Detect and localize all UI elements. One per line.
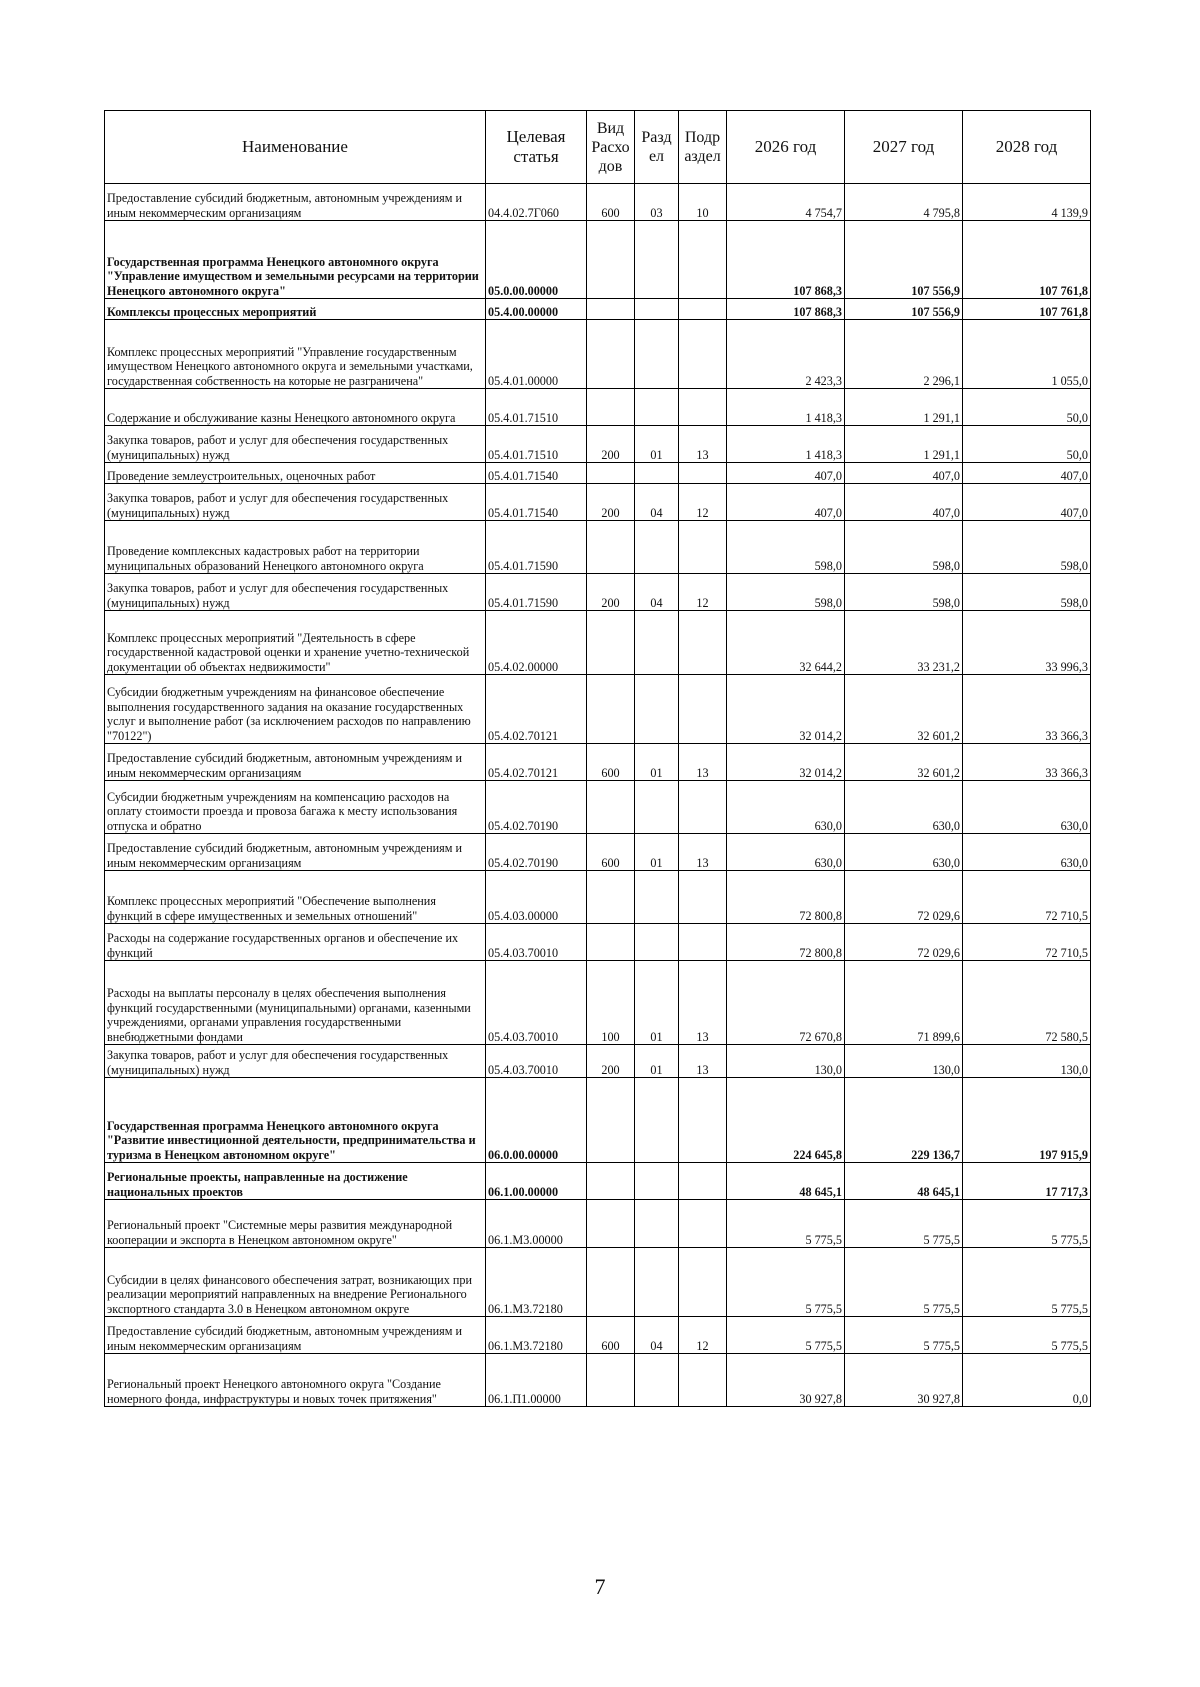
- cell-name: Региональный проект "Системные меры развития международной кооперации и экспорта в Ненецком автономном округе": [105, 1200, 486, 1248]
- header-year-2027: 2027 год: [845, 111, 963, 184]
- cell-year-2027: 30 927,8: [845, 1354, 963, 1407]
- cell-year-2026: 630,0: [727, 834, 845, 871]
- table-row: [105, 1163, 1091, 1200]
- cell-name: Региональный проект Ненецкого автономного округа "Создание номерного фонда, инфраструктуры и новых точек притяжения": [105, 1354, 486, 1407]
- cell-expense-type: [587, 299, 635, 320]
- cell-section: 01: [635, 961, 679, 1045]
- table-row: [105, 834, 1091, 871]
- cell-year-2027: 107 556,9: [845, 221, 963, 299]
- cell-year-2028: 4 139,9: [963, 184, 1091, 221]
- cell-expense-type: [587, 521, 635, 574]
- cell-year-2026: 107 868,3: [727, 221, 845, 299]
- cell-section: [635, 221, 679, 299]
- cell-target-article: 06.1.П1.00000: [486, 1354, 587, 1407]
- cell-section: 04: [635, 484, 679, 521]
- cell-expense-type: [587, 1354, 635, 1407]
- cell-target-article: 05.4.01.71590: [486, 574, 587, 611]
- cell-expense-type: [587, 221, 635, 299]
- cell-expense-type: 600: [587, 1317, 635, 1354]
- cell-section: [635, 675, 679, 744]
- cell-year-2027: 598,0: [845, 574, 963, 611]
- cell-name: Проведение землеустроительных, оценочных работ: [105, 463, 486, 484]
- cell-year-2027: 5 775,5: [845, 1248, 963, 1317]
- cell-section: [635, 781, 679, 834]
- cell-year-2026: 72 800,8: [727, 871, 845, 924]
- cell-year-2028: 107 761,8: [963, 221, 1091, 299]
- table-row: [105, 574, 1091, 611]
- cell-subsection: [679, 1248, 727, 1317]
- cell-target-article: 05.4.03.00000: [486, 871, 587, 924]
- table-row: [105, 521, 1091, 574]
- table-row: [105, 744, 1091, 781]
- cell-section: 01: [635, 426, 679, 463]
- cell-year-2026: 630,0: [727, 781, 845, 834]
- cell-expense-type: [587, 463, 635, 484]
- cell-name: Закупка товаров, работ и услуг для обеспечения государственных (муниципальных) нужд: [105, 484, 486, 521]
- cell-year-2026: 5 775,5: [727, 1200, 845, 1248]
- cell-year-2027: 71 899,6: [845, 961, 963, 1045]
- cell-year-2028: 630,0: [963, 834, 1091, 871]
- cell-target-article: 06.1.00.00000: [486, 1163, 587, 1200]
- cell-expense-type: 600: [587, 834, 635, 871]
- cell-subsection: [679, 299, 727, 320]
- cell-name: Субсидии в целях финансового обеспечения затрат, возникающих при реализации мероприятий направленных на внедрение Регионального экспортного стандарта 3.0 в Ненецком автономном округе: [105, 1248, 486, 1317]
- cell-target-article: 04.4.02.7Г060: [486, 184, 587, 221]
- cell-expense-type: [587, 1248, 635, 1317]
- header-subsection: Подр аздел: [679, 111, 727, 184]
- cell-section: 04: [635, 574, 679, 611]
- cell-year-2027: 107 556,9: [845, 299, 963, 320]
- cell-year-2027: 407,0: [845, 463, 963, 484]
- cell-subsection: 13: [679, 1045, 727, 1078]
- cell-year-2026: 32 014,2: [727, 744, 845, 781]
- cell-year-2026: 32 014,2: [727, 675, 845, 744]
- cell-year-2028: 33 366,3: [963, 675, 1091, 744]
- cell-name: Комплекс процессных мероприятий "Обеспечение выполнения функций в сфере имущественных и земельных отношений": [105, 871, 486, 924]
- cell-expense-type: [587, 675, 635, 744]
- cell-name: Предоставление субсидий бюджетным, автономным учреждениям и иным некоммерческим организациям: [105, 184, 486, 221]
- cell-section: 04: [635, 1317, 679, 1354]
- cell-name: Проведение комплексных кадастровых работ на территории муниципальных образований Ненецкого автономного округа: [105, 521, 486, 574]
- cell-year-2026: 598,0: [727, 574, 845, 611]
- cell-year-2026: 2 423,3: [727, 320, 845, 389]
- cell-year-2027: 4 795,8: [845, 184, 963, 221]
- cell-target-article: 05.4.02.70190: [486, 834, 587, 871]
- cell-name: Комплексы процессных мероприятий: [105, 299, 486, 320]
- header-section: Разд ел: [635, 111, 679, 184]
- table-row: [105, 611, 1091, 675]
- cell-subsection: [679, 463, 727, 484]
- budget-table: [104, 110, 1091, 1407]
- table-row: [105, 1045, 1091, 1078]
- cell-subsection: 12: [679, 574, 727, 611]
- header-type: Вид Расхо дов: [587, 111, 635, 184]
- cell-target-article: 06.1.M3.00000: [486, 1200, 587, 1248]
- cell-name: Предоставление субсидий бюджетным, автономным учреждениям и иным некоммерческим организациям: [105, 1317, 486, 1354]
- cell-target-article: 05.4.02.00000: [486, 611, 587, 675]
- cell-subsection: 12: [679, 484, 727, 521]
- cell-target-article: 05.4.03.70010: [486, 961, 587, 1045]
- cell-year-2026: 407,0: [727, 463, 845, 484]
- cell-expense-type: [587, 1200, 635, 1248]
- cell-target-article: 05.4.01.00000: [486, 320, 587, 389]
- cell-year-2028: 17 717,3: [963, 1163, 1091, 1200]
- cell-year-2028: 50,0: [963, 426, 1091, 463]
- cell-name: Субсидии бюджетным учреждениям на финансовое обеспечение выполнения государственного задания на оказание государственных услуг и выполнение работ (за исключением расходов по направлению "70122"): [105, 675, 486, 744]
- cell-expense-type: [587, 389, 635, 426]
- cell-section: [635, 1078, 679, 1163]
- header-year-2026: 2026 год: [727, 111, 845, 184]
- cell-year-2027: 32 601,2: [845, 675, 963, 744]
- cell-year-2028: 407,0: [963, 484, 1091, 521]
- cell-year-2026: 72 670,8: [727, 961, 845, 1045]
- cell-subsection: 13: [679, 834, 727, 871]
- cell-subsection: 13: [679, 744, 727, 781]
- cell-year-2028: 5 775,5: [963, 1248, 1091, 1317]
- table-row: [105, 1354, 1091, 1407]
- cell-expense-type: 600: [587, 184, 635, 221]
- cell-target-article: 06.1.M3.72180: [486, 1317, 587, 1354]
- cell-name: Государственная программа Ненецкого автономного округа "Развитие инвестиционной деятельности, предпринимательства и туризма в Ненецком автономном округе": [105, 1078, 486, 1163]
- cell-expense-type: [587, 781, 635, 834]
- cell-target-article: 05.4.02.70121: [486, 675, 587, 744]
- cell-year-2026: 30 927,8: [727, 1354, 845, 1407]
- page-number: 7: [594, 1574, 606, 1599]
- cell-target-article: 05.4.02.70190: [486, 781, 587, 834]
- cell-subsection: [679, 320, 727, 389]
- cell-target-article: 05.4.00.00000: [486, 299, 587, 320]
- cell-year-2027: 72 029,6: [845, 924, 963, 961]
- cell-subsection: [679, 521, 727, 574]
- cell-section: 01: [635, 834, 679, 871]
- cell-name: Расходы на содержание государственных органов и обеспечение их функций: [105, 924, 486, 961]
- cell-expense-type: [587, 924, 635, 961]
- cell-expense-type: [587, 1078, 635, 1163]
- cell-year-2028: 1 055,0: [963, 320, 1091, 389]
- cell-name: Комплекс процессных мероприятий "Деятельность в сфере государственной кадастровой оценки и хранение учетно-технической документации об объектах недвижимости": [105, 611, 486, 675]
- cell-target-article: 05.4.03.70010: [486, 1045, 587, 1078]
- cell-year-2026: 1 418,3: [727, 426, 845, 463]
- cell-year-2028: 130,0: [963, 1045, 1091, 1078]
- cell-name: Закупка товаров, работ и услуг для обеспечения государственных (муниципальных) нужд: [105, 426, 486, 463]
- cell-year-2028: 33 996,3: [963, 611, 1091, 675]
- table-row: [105, 463, 1091, 484]
- cell-target-article: 05.4.01.71510: [486, 426, 587, 463]
- cell-year-2027: 407,0: [845, 484, 963, 521]
- cell-name: Предоставление субсидий бюджетным, автономным учреждениям и иным некоммерческим организациям: [105, 744, 486, 781]
- cell-subsection: [679, 389, 727, 426]
- cell-year-2027: 32 601,2: [845, 744, 963, 781]
- cell-expense-type: 200: [587, 426, 635, 463]
- cell-subsection: [679, 1078, 727, 1163]
- table-body: [105, 184, 1091, 1407]
- cell-subsection: 13: [679, 961, 727, 1045]
- table-row: [105, 924, 1091, 961]
- table-row: [105, 299, 1091, 320]
- cell-name: Расходы на выплаты персоналу в целях обеспечения выполнения функций государственными (муниципальными) органами, казенными учреждениями, органами управления государственными внебюджетными фондами: [105, 961, 486, 1045]
- cell-subsection: 13: [679, 426, 727, 463]
- cell-subsection: [679, 1163, 727, 1200]
- table-row: [105, 320, 1091, 389]
- cell-subsection: 10: [679, 184, 727, 221]
- table-row: [105, 426, 1091, 463]
- cell-expense-type: 200: [587, 484, 635, 521]
- cell-year-2028: 407,0: [963, 463, 1091, 484]
- cell-year-2026: 4 754,7: [727, 184, 845, 221]
- cell-section: 03: [635, 184, 679, 221]
- cell-section: [635, 1200, 679, 1248]
- cell-year-2027: 630,0: [845, 834, 963, 871]
- cell-name: Региональные проекты, направленные на достижение национальных проектов: [105, 1163, 486, 1200]
- cell-year-2026: 224 645,8: [727, 1078, 845, 1163]
- cell-section: 01: [635, 1045, 679, 1078]
- cell-name: Закупка товаров, работ и услуг для обеспечения государственных (муниципальных) нужд: [105, 574, 486, 611]
- cell-section: [635, 924, 679, 961]
- cell-name: Предоставление субсидий бюджетным, автономным учреждениям и иным некоммерческим организациям: [105, 834, 486, 871]
- cell-subsection: [679, 781, 727, 834]
- cell-year-2028: 72 710,5: [963, 871, 1091, 924]
- cell-section: [635, 871, 679, 924]
- cell-year-2027: 598,0: [845, 521, 963, 574]
- cell-expense-type: [587, 871, 635, 924]
- cell-year-2027: 1 291,1: [845, 426, 963, 463]
- table-row: [105, 781, 1091, 834]
- cell-name: Содержание и обслуживание казны Ненецкого автономного округа: [105, 389, 486, 426]
- cell-year-2026: 107 868,3: [727, 299, 845, 320]
- cell-expense-type: [587, 611, 635, 675]
- cell-year-2027: 48 645,1: [845, 1163, 963, 1200]
- cell-expense-type: [587, 1163, 635, 1200]
- cell-year-2026: 72 800,8: [727, 924, 845, 961]
- cell-year-2028: 50,0: [963, 389, 1091, 426]
- cell-year-2027: 130,0: [845, 1045, 963, 1078]
- cell-year-2028: 5 775,5: [963, 1200, 1091, 1248]
- cell-subsection: [679, 924, 727, 961]
- cell-year-2026: 1 418,3: [727, 389, 845, 426]
- table-row: [105, 1317, 1091, 1354]
- cell-year-2028: 5 775,5: [963, 1317, 1091, 1354]
- cell-year-2027: 33 231,2: [845, 611, 963, 675]
- cell-expense-type: [587, 320, 635, 389]
- cell-year-2028: 598,0: [963, 521, 1091, 574]
- cell-expense-type: 200: [587, 574, 635, 611]
- cell-year-2028: 598,0: [963, 574, 1091, 611]
- cell-year-2028: 72 710,5: [963, 924, 1091, 961]
- table-row: [105, 389, 1091, 426]
- header-name: Наименование: [105, 111, 486, 184]
- cell-section: [635, 611, 679, 675]
- cell-name: Комплекс процессных мероприятий "Управление государственным имуществом Ненецкого автономного округа и земельными участками, государственная собственность на которые не разграничена": [105, 320, 486, 389]
- cell-subsection: 12: [679, 1317, 727, 1354]
- cell-expense-type: 200: [587, 1045, 635, 1078]
- table-row: [105, 1078, 1091, 1163]
- cell-subsection: [679, 611, 727, 675]
- cell-target-article: 06.1.M3.72180: [486, 1248, 587, 1317]
- cell-section: 01: [635, 744, 679, 781]
- header-year-2028: 2028 год: [963, 111, 1091, 184]
- table-row: [105, 871, 1091, 924]
- cell-year-2027: 5 775,5: [845, 1200, 963, 1248]
- cell-year-2026: 407,0: [727, 484, 845, 521]
- table-row: [105, 1200, 1091, 1248]
- cell-target-article: 06.0.00.00000: [486, 1078, 587, 1163]
- cell-target-article: 05.4.02.70121: [486, 744, 587, 781]
- cell-expense-type: 600: [587, 744, 635, 781]
- cell-year-2028: 72 580,5: [963, 961, 1091, 1045]
- table-row: [105, 221, 1091, 299]
- cell-section: [635, 389, 679, 426]
- table-row: [105, 961, 1091, 1045]
- cell-year-2026: 598,0: [727, 521, 845, 574]
- cell-year-2028: 33 366,3: [963, 744, 1091, 781]
- cell-target-article: 05.4.01.71540: [486, 463, 587, 484]
- cell-year-2028: 630,0: [963, 781, 1091, 834]
- cell-section: [635, 320, 679, 389]
- cell-subsection: [679, 221, 727, 299]
- cell-year-2026: 32 644,2: [727, 611, 845, 675]
- cell-name: Закупка товаров, работ и услуг для обеспечения государственных (муниципальных) нужд: [105, 1045, 486, 1078]
- cell-year-2026: 5 775,5: [727, 1248, 845, 1317]
- header-code: Целевая статья: [486, 111, 587, 184]
- cell-year-2026: 5 775,5: [727, 1317, 845, 1354]
- cell-subsection: [679, 675, 727, 744]
- cell-expense-type: 100: [587, 961, 635, 1045]
- table-row: [105, 184, 1091, 221]
- cell-subsection: [679, 1354, 727, 1407]
- cell-year-2027: 1 291,1: [845, 389, 963, 426]
- cell-year-2028: 197 915,9: [963, 1078, 1091, 1163]
- cell-subsection: [679, 871, 727, 924]
- cell-year-2027: 2 296,1: [845, 320, 963, 389]
- table-header-row: [105, 111, 1091, 184]
- cell-year-2028: 107 761,8: [963, 299, 1091, 320]
- cell-subsection: [679, 1200, 727, 1248]
- cell-year-2026: 48 645,1: [727, 1163, 845, 1200]
- cell-section: [635, 521, 679, 574]
- table-row: [105, 484, 1091, 521]
- table-row: [105, 1248, 1091, 1317]
- cell-target-article: 05.4.01.71510: [486, 389, 587, 426]
- cell-section: [635, 1163, 679, 1200]
- cell-year-2027: 72 029,6: [845, 871, 963, 924]
- cell-year-2027: 630,0: [845, 781, 963, 834]
- cell-year-2026: 130,0: [727, 1045, 845, 1078]
- cell-name: Субсидии бюджетным учреждениям на компенсацию расходов на оплату стоимости проезда и провоза багажа к месту использования отпуска и обратно: [105, 781, 486, 834]
- cell-year-2028: 0,0: [963, 1354, 1091, 1407]
- cell-section: [635, 463, 679, 484]
- cell-name: Государственная программа Ненецкого автономного округа "Управление имуществом и земельными ресурсами на территории Ненецкого автономного округа": [105, 221, 486, 299]
- cell-section: [635, 1248, 679, 1317]
- cell-target-article: 05.0.00.00000: [486, 221, 587, 299]
- table-row: [105, 675, 1091, 744]
- cell-target-article: 05.4.03.70010: [486, 924, 587, 961]
- cell-target-article: 05.4.01.71540: [486, 484, 587, 521]
- cell-target-article: 05.4.01.71590: [486, 521, 587, 574]
- cell-year-2027: 5 775,5: [845, 1317, 963, 1354]
- cell-year-2027: 229 136,7: [845, 1078, 963, 1163]
- cell-section: [635, 299, 679, 320]
- cell-section: [635, 1354, 679, 1407]
